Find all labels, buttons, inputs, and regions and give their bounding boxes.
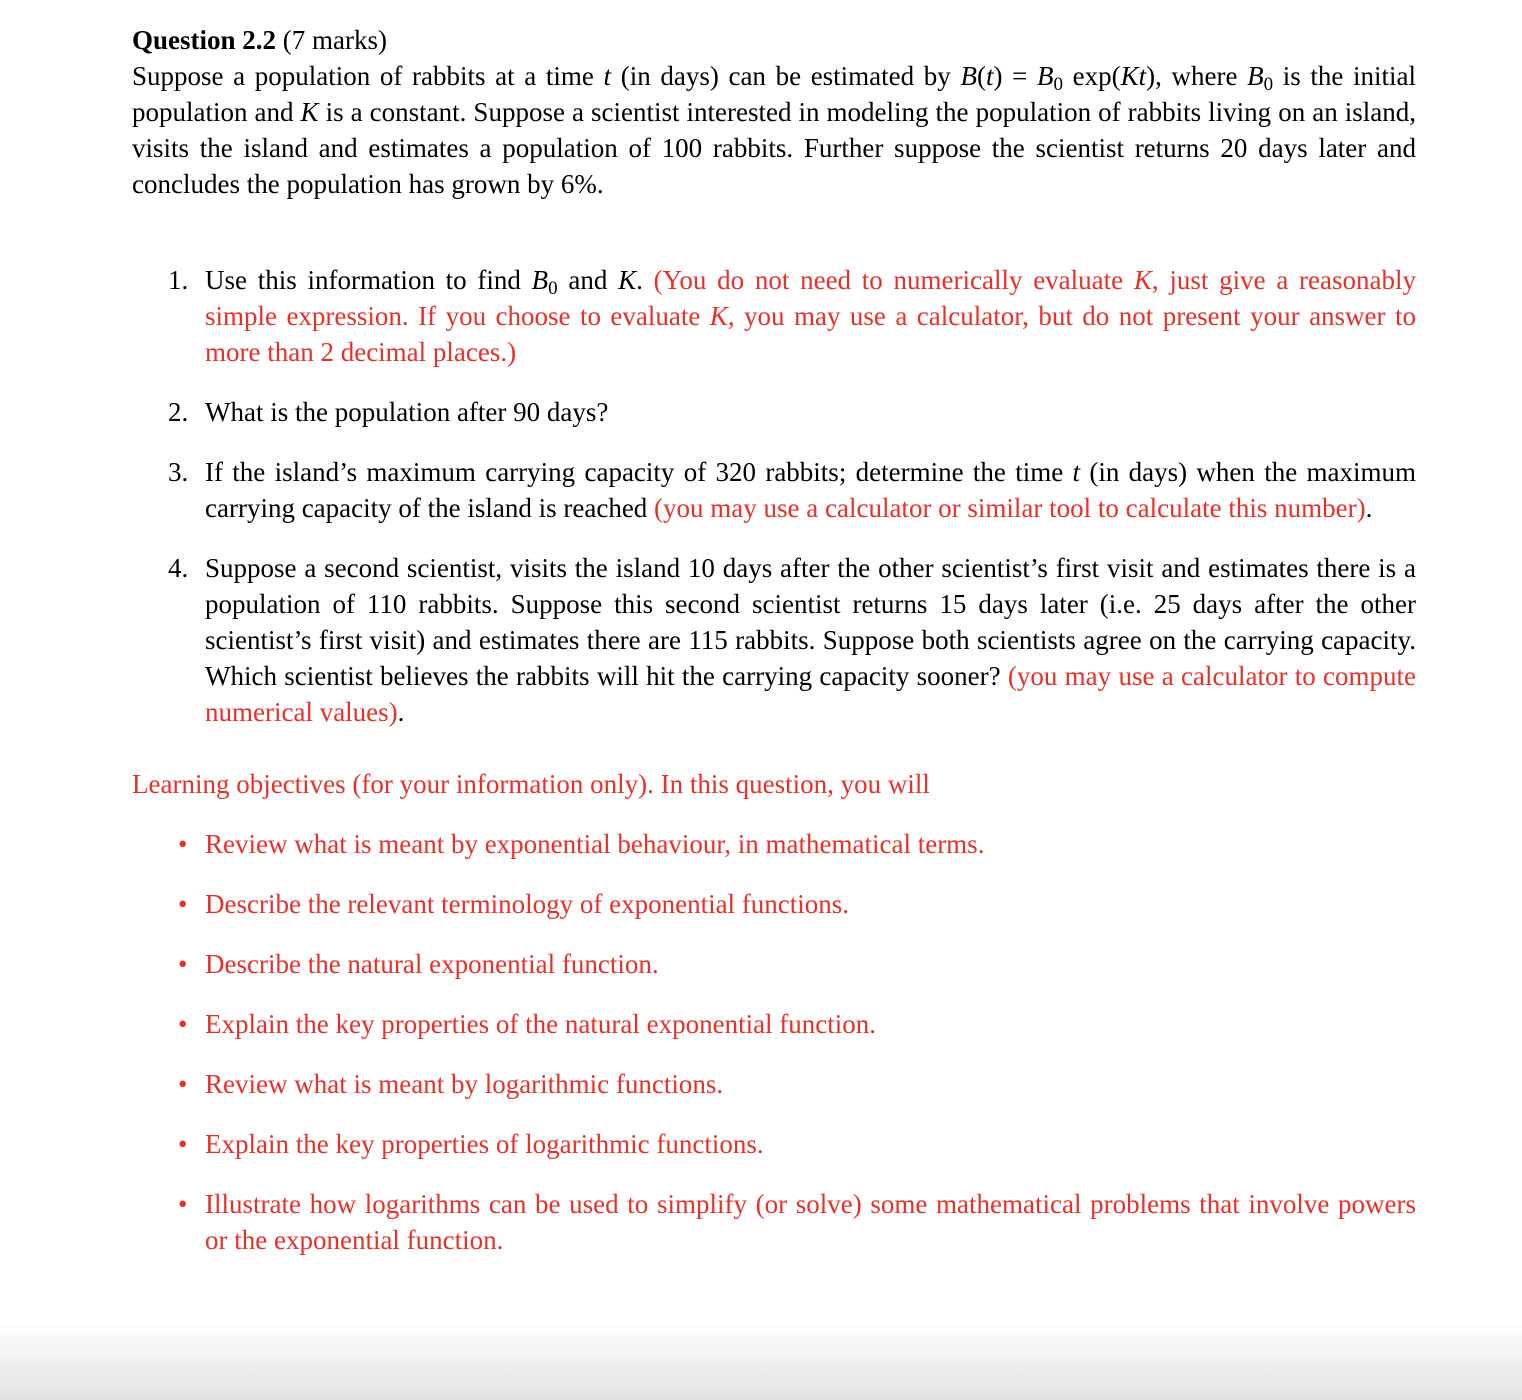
question-item: [132, 394, 1416, 430]
math-symbol: K: [618, 265, 637, 295]
objectives-list: [132, 826, 1416, 1258]
math-symbol: K: [300, 97, 319, 127]
question-marks: (7 marks): [282, 25, 387, 55]
text-segment: What is the population after 90 days?: [205, 397, 609, 427]
text-segment: is the initial population and: [132, 61, 1416, 127]
item-number: 1.: [168, 265, 189, 295]
bullet-icon: •: [178, 889, 188, 919]
text-segment: If the island’s maximum carrying capacity of 320 rabbits; determine the time: [205, 457, 1073, 487]
item-number: 4.: [168, 553, 189, 583]
math-symbol: t: [1072, 457, 1081, 487]
question-item: [132, 454, 1416, 526]
text-segment: exp(: [1062, 61, 1121, 91]
objective-text: Review what is meant by exponential behaviour, in mathematical terms.: [205, 829, 985, 859]
item-number: 3.: [168, 457, 189, 487]
red-note-segment: , you may use a calculator, but do not present your answer to more than 2 decimal places.): [205, 301, 1416, 367]
math-symbol: B: [1036, 61, 1054, 91]
objective-item: [132, 1066, 1416, 1102]
question-label: Question 2.2: [132, 25, 277, 55]
math-symbol: B: [960, 61, 977, 91]
math-symbol: B: [531, 265, 549, 295]
text-segment: Use this information to find: [205, 265, 532, 295]
question-item: [132, 262, 1416, 370]
text-segment: ) =: [993, 61, 1037, 91]
objective-item: [132, 1006, 1416, 1042]
bullet-icon: •: [178, 1189, 188, 1219]
math-symbol: K: [709, 301, 728, 331]
objective-text: Illustrate how logarithms can be used to simplify (or solve) some mathematical problems that involve powers or the exponential function.: [205, 1189, 1416, 1255]
objective-text: Explain the key properties of the natural exponential function.: [205, 1009, 877, 1039]
objective-text: Describe the natural exponential function.: [205, 949, 659, 979]
objective-text: Explain the key properties of logarithmic functions.: [205, 1129, 764, 1159]
math-symbol: B: [1247, 61, 1264, 91]
objective-item: [132, 886, 1416, 922]
red-note-segment: , just give a reasonably simple expression. If you choose to evaluate: [205, 265, 1417, 331]
math-subscript: 0: [548, 278, 558, 299]
text-segment: .: [1365, 493, 1373, 523]
question-page: [132, 22, 1416, 1282]
text-segment: ), where: [1146, 61, 1248, 91]
math-subscript: 0: [1053, 74, 1063, 95]
question-item: [132, 550, 1416, 730]
red-note-segment: (You do not need to numerically evaluate: [653, 265, 1134, 295]
text-segment: (in days) can be estimated by: [611, 61, 961, 91]
math-symbol: K: [1133, 265, 1152, 295]
objective-text: Review what is meant by logarithmic functions.: [205, 1069, 724, 1099]
red-note-segment: (you may use a calculator to compute numerical values): [205, 661, 1416, 727]
bullet-icon: •: [178, 949, 188, 979]
text-segment: (in days) when the maximum carrying capacity of the island is reached: [205, 457, 1417, 523]
objective-text: Describe the relevant terminology of exponential functions.: [205, 889, 850, 919]
objective-item: [132, 946, 1416, 982]
math-symbol: t: [985, 61, 994, 91]
bullet-icon: •: [178, 1069, 188, 1099]
text-segment: (: [976, 61, 986, 91]
item-number: 2.: [168, 397, 189, 427]
bullet-icon: •: [178, 1009, 188, 1039]
bullet-icon: •: [178, 829, 188, 859]
red-note-segment: (you may use a calculator or similar tool to calculate this number): [654, 493, 1366, 523]
bullet-icon: •: [178, 1129, 188, 1159]
question-intro: [132, 58, 1416, 202]
question-title: [132, 22, 1416, 58]
objectives-heading: Learning objectives (for your information only). In this question, you will: [132, 769, 930, 799]
text-segment: Suppose a second scientist, visits the island 10 days after the other scientist’s first visit and estimates there is a population of 110 rabbits. Suppose this second scientist returns 15 days later (i.e. 25 days after the other scientist’s first visit) and estimates there are 115 rabbits. Suppose both scientists agree on the carrying capacity. Which scientist believes the rabbits will hit the carrying capacity sooner?: [205, 553, 1416, 691]
text-segment: Suppose a population of rabbits at a time: [132, 61, 604, 91]
question-list: [132, 262, 1416, 730]
math-symbol: t: [603, 61, 612, 91]
text-segment: is a constant. Suppose a scientist interested in modeling the population of rabbits living on an island, visits the island and estimates a population of 100 rabbits. Further suppose the scientist returns 20 days later and concludes the population has grown by 6%.: [132, 97, 1416, 199]
objective-item: [132, 826, 1416, 862]
text-segment: and: [557, 265, 619, 295]
objective-item: [132, 1126, 1416, 1162]
math-subscript: 0: [1263, 74, 1274, 95]
math-symbol: Kt: [1120, 61, 1147, 91]
text-segment: .: [397, 697, 405, 727]
objective-item: [132, 1186, 1416, 1258]
text-segment: .: [636, 265, 654, 295]
